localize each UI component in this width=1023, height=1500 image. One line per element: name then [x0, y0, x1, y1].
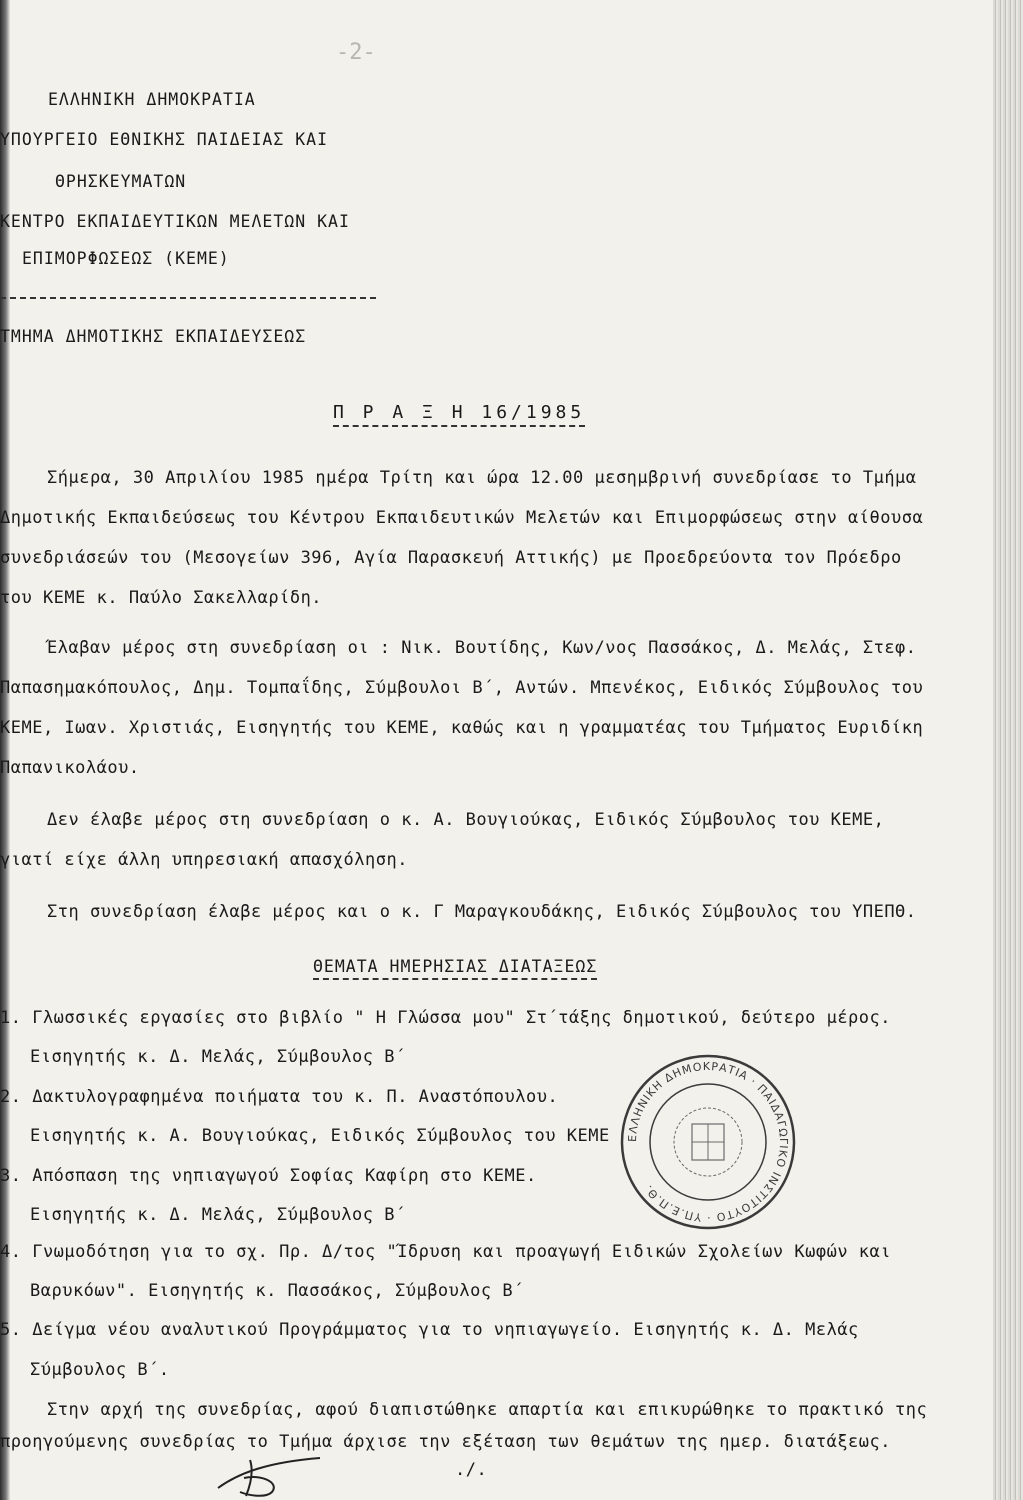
agenda-item-3: 3. Απόσπαση της νηπιαγωγού Σοφίας Καφίρη στο ΚΕΜΕ. — [0, 1166, 537, 1186]
closing-line-1: Στην αρχή της συνεδρίας, αφού διαπιστώθηκε απαρτία και επικυρώθηκε το πρακτικό της — [47, 1400, 928, 1420]
absent-line-2: γιατί είχε άλλη υπηρεσιακή απασχόληση. — [0, 850, 408, 870]
intro-line-1: Σήμερα, 30 Απριλίου 1985 ημέρα Τρίτη και ώρα 12.00 μεσημβρινή συνεδρίασε το Τμήμα — [47, 468, 917, 488]
absent-line-1: Δεν έλαβε μέρος στη συνεδρίαση ο κ. Α. Βουγιούκας, Ειδικός Σύμβουλος του ΚΕΜΕ, — [47, 810, 885, 830]
department-name: ΤΜΗΜΑ ΔΗΜΟΤΙΚΗΣ ΕΚΠΑΙΔΕΥΣΕΩΣ — [0, 327, 307, 346]
intro-line-2: Δημοτικής Εκπαιδεύσεως του Κέντρου Εκπαιδευτικών Μελετών και Επιμορφώσεως στην αίθουσα — [0, 508, 924, 528]
agenda-item-3-presenter: Εισηγητής κ. Δ. Μελάς, Σύμβουλος Β΄ — [30, 1205, 406, 1225]
agenda-title: ΘΕΜΑΤΑ ΗΜΕΡΗΣΙΑΣ ΔΙΑΤΑΞΕΩΣ — [313, 957, 597, 980]
agenda-item-4: 4. Γνωμοδότηση για το σχ. Πρ. Δ/τος "Ίδρυση και προαγωγή Ειδικών Σχολείων Κωφών και — [0, 1242, 891, 1262]
participants-line-2: Παπασημακόπουλος, Δημ. Τομπαΐδης, Σύμβουλοι Β΄, Αντών. Μπενέκος, Ειδικός Σύμβουλος του — [0, 678, 924, 698]
agenda-item-5: 5. Δείγμα νέου αναλυτικού Προγράμματος για το νηπιαγωγείο. Εισηγητής κ. Δ. Μελάς — [0, 1320, 859, 1340]
header-line-5: ΕΠΙΜΟΡΦΩΣΕΩΣ (ΚΕΜΕ) — [22, 249, 230, 268]
participants-line-4: Παπανικολάου. — [0, 758, 140, 778]
official-stamp — [618, 1052, 798, 1232]
signature-mark — [210, 1452, 330, 1500]
header-line-3: ΘΡΗΣΚΕΥΜΑΤΩΝ — [55, 172, 187, 191]
agenda-item-5-presenter: Σύμβουλος Β΄. — [30, 1360, 170, 1380]
page-number: -2- — [336, 40, 376, 65]
header-line-1: ΕΛΛΗΝΙΚΗ ΔΗΜΟΚΡΑΤΙΑ — [48, 90, 256, 109]
agenda-item-2-presenter: Εισηγητής κ. Α. Βουγιούκας, Ειδικός Σύμβουλος του ΚΕΜΕ — [30, 1126, 610, 1146]
guest-line: Στη συνεδρίαση έλαβε μέρος και ο κ. Γ Μαραγκουδάκης, Ειδικός Σύμβουλος του ΥΠΕΠΘ. — [47, 902, 917, 922]
continuation-mark: ./. — [455, 1460, 488, 1480]
closing-line-2: προηγούμενης συνεδρίας το Τμήμα άρχισε την εξέταση των θεμάτων της ημερ. διατάξεως. — [0, 1432, 891, 1452]
participants-line-3: ΚΕΜΕ, Ιωαν. Χριστιάς, Εισηγητής του ΚΕΜΕ, καθώς και η γραμματέας του Τμήματος Ευριδίκη — [0, 718, 924, 738]
participants-line-1: Έλαβαν μέρος στη συνεδρίαση οι : Νικ. Βουτίδης, Κων/νος Πασσάκος, Δ. Μελάς, Στεφ. — [47, 638, 917, 658]
header-line-4: ΚΕΝΤΡΟ ΕΚΠΑΙΔΕΥΤΙΚΩΝ ΜΕΛΕΤΩΝ ΚΑΙ — [0, 212, 350, 231]
intro-line-3: συνεδριάσεών του (Μεσογείων 396, Αγία Παρασκευή Αττικής) με Προεδρεύοντα τον Πρόεδρο — [0, 548, 902, 568]
agenda-item-1-presenter: Εισηγητής κ. Δ. Μελάς, Σύμβουλος Β΄ — [30, 1047, 406, 1067]
stamp-text: ΕΛΛΗΝΙΚΗ ΔΗΜΟΚΡΑΤΙΑ · ΠΑΙΔΑΓΩΓΙΚΟ ΙΝΣΤΙΤΟΥΤΟ · ΥΠ.Ε.Π.Θ. — [625, 1059, 791, 1225]
agenda-item-2: 2. Δακτυλογραφημένα ποιήματα του κ. Π. Αναστόπουλου. — [0, 1087, 559, 1107]
intro-line-4: του ΚΕΜΕ κ. Παύλο Σακελλαρίδη. — [0, 588, 323, 608]
document-title: Π Ρ Α Ξ Η 16/1985 — [333, 402, 585, 427]
agenda-item-1: 1. Γλωσσικές εργασίες στο βιβλίο " Η Γλώσσα μου" Στ΄τάξης δημοτικού, δεύτερο μέρος. — [0, 1008, 891, 1028]
page-stack-edge — [993, 0, 1023, 1500]
header-line-2: ΥΠΟΥΡΓΕΙΟ ΕΘΝΙΚΗΣ ΠΑΙΔΕΙΑΣ ΚΑΙ — [0, 130, 329, 149]
header-divider — [0, 297, 376, 299]
agenda-item-4-presenter: Βαρυκόων". Εισηγητής κ. Πασσάκος, Σύμβουλος Β΄ — [30, 1281, 524, 1301]
